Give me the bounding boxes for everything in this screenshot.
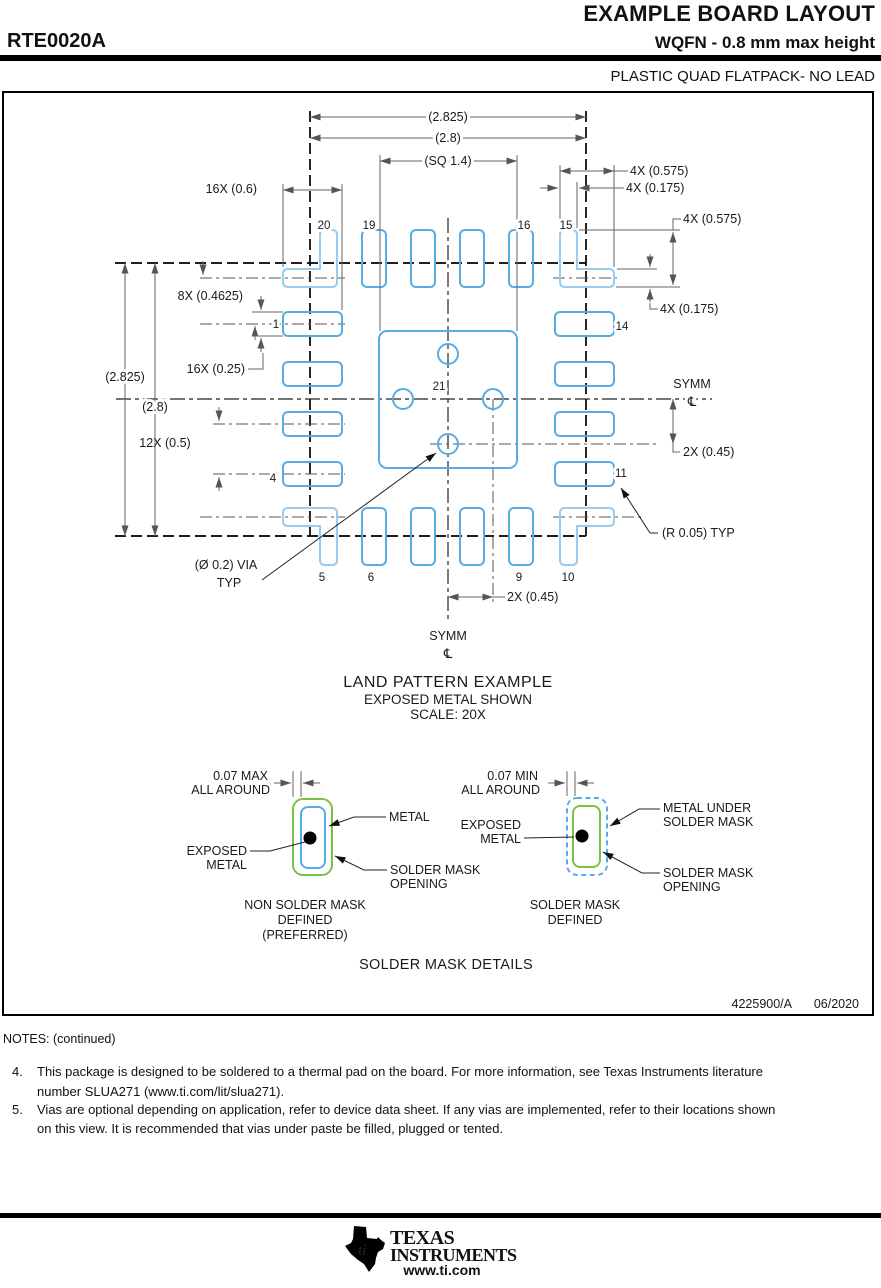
dim-corner-radius: (R 0.05) TYP — [662, 526, 735, 540]
solder-mask-details-title: SOLDER MASK DETAILS — [359, 957, 533, 973]
smd-caption2: DEFINED — [547, 913, 603, 927]
pin-4: 4 — [269, 473, 277, 485]
dim-body-height: (2.8) — [142, 400, 168, 414]
doc-date: 06/2020 — [813, 997, 859, 1011]
note-5-line1: Vias are optional depending on application, refer to device data sheet. If any vias are implemented, refer to their locations shown — [37, 1102, 776, 1117]
dim-overall-width: (2.825) — [428, 110, 468, 124]
nsmd-metal-label: METAL — [389, 810, 430, 824]
symm-label-bottom: SYMM — [429, 629, 467, 643]
dim-corner-width-top: 4X (0.175) — [626, 181, 685, 195]
nsmd-exposed-label2: METAL — [206, 858, 247, 872]
dim-row-offset: 8X (0.4625) — [177, 289, 243, 303]
centerline-symbol-bottom: ℄ — [443, 647, 453, 662]
nsmd-exposed-metal-dot — [304, 832, 317, 845]
nsmd-caption3: (PREFERRED) — [262, 928, 348, 942]
dim-thermal-square: (SQ 1.4) — [424, 154, 472, 168]
footer-brand-instruments: INSTRUMENTS — [390, 1245, 517, 1265]
nsmd-caption1: NON SOLDER MASK — [244, 898, 366, 912]
package-subtitle: WQFN - 0.8 mm max height — [654, 33, 875, 52]
dim-corner-width-right: 4X (0.175) — [660, 302, 719, 316]
drawing-caption: LAND PATTERN EXAMPLE — [343, 674, 553, 691]
nsmd-clearance-line2: ALL AROUND — [191, 783, 270, 797]
dim-pad-length: 16X (0.6) — [205, 182, 257, 196]
pin-19: 19 — [362, 220, 376, 232]
dim-corner-length-top: 4X (0.575) — [630, 164, 689, 178]
nsmd-opening-label1: SOLDER MASK — [390, 863, 481, 877]
part-number: RTE0020A — [7, 30, 106, 52]
dim-pad-width: 16X (0.25) — [186, 362, 245, 376]
smd-figure — [461, 769, 754, 927]
drawing-subcaption: EXPOSED METAL SHOWN — [363, 692, 533, 707]
note-5-number: 5. — [12, 1102, 23, 1117]
package-type: PLASTIC QUAD FLATPACK- NO LEAD — [610, 68, 875, 85]
symm-label-right: SYMM — [673, 377, 711, 391]
pin-6: 6 — [367, 572, 375, 584]
note-4-line1: This package is designed to be soldered to a thermal pad on the board. For more information, see Texas Instruments literature — [37, 1064, 763, 1079]
smd-clearance-line2: ALL AROUND — [461, 783, 540, 797]
smd-caption1: SOLDER MASK — [529, 898, 621, 912]
nsmd-exposed-label1: EXPOSED — [186, 844, 247, 858]
notes-heading: NOTES: (continued) — [3, 1032, 116, 1046]
pin-16: 16 — [517, 220, 531, 232]
smd-metal-label2: SOLDER MASK — [663, 815, 754, 829]
page-title: EXAMPLE BOARD LAYOUT — [583, 1, 875, 26]
note-4-number: 4. — [12, 1064, 23, 1079]
via-callout-line1: (Ø 0.2) VIA — [194, 558, 258, 572]
smd-exposed-label2: METAL — [480, 832, 521, 846]
footer-brand-texas: TEXAS — [390, 1227, 455, 1249]
doc-number: 4225900/A — [731, 997, 792, 1011]
pin-numbers — [270, 220, 629, 584]
pin-21: 21 — [432, 381, 446, 393]
smd-exposed-label1: EXPOSED — [460, 818, 521, 832]
note-5-line2: on this view. It is recommended that vias under paste be filled, plugged or tented. — [37, 1121, 504, 1136]
dim-corner-length-right: 4X (0.575) — [683, 212, 742, 226]
nsmd-opening-label2: OPENING — [390, 877, 448, 891]
package-outline — [115, 111, 586, 536]
pin-15: 15 — [559, 220, 573, 232]
smd-metal-label1: METAL UNDER — [663, 801, 752, 815]
smd-opening-label1: SOLDER MASK — [663, 866, 754, 880]
header-rule — [0, 55, 881, 61]
pin-9: 9 — [515, 572, 523, 584]
nsmd-caption2: DEFINED — [277, 913, 333, 927]
dim-body-width: (2.8) — [435, 131, 461, 145]
smd-exposed-metal-dot — [576, 830, 589, 843]
dim-pitch: 12X (0.5) — [139, 436, 191, 450]
via-callout-line2: TYP — [216, 576, 242, 590]
dim-via-offset-bottom: 2X (0.45) — [507, 590, 559, 604]
note-4-line2: number SLUA271 (www.ti.com/lit/slua271). — [37, 1084, 285, 1099]
footer-rule — [0, 1213, 881, 1218]
pin-1: 1 — [272, 319, 280, 331]
ti-logo-icon — [344, 1225, 386, 1273]
nsmd-figure — [187, 769, 481, 942]
footer-url[interactable]: www.ti.com — [403, 1262, 481, 1278]
pin-20: 20 — [317, 220, 331, 232]
ti-logo-bug-text: ti — [358, 1243, 367, 1259]
board-layout-drawing — [2, 91, 874, 1016]
smd-opening-label2: OPENING — [663, 880, 721, 894]
pin-14: 14 — [615, 321, 629, 333]
pin-5: 5 — [318, 572, 326, 584]
pin-11: 11 — [615, 468, 627, 480]
dim-via-offset-right: 2X (0.45) — [683, 445, 735, 459]
centerline-symbol-right: ℄ — [687, 395, 697, 410]
smd-clearance-line1: 0.07 MIN — [487, 769, 538, 783]
nsmd-clearance-line1: 0.07 MAX — [213, 769, 268, 783]
dim-overall-height: (2.825) — [105, 370, 145, 384]
drawing-scale: SCALE: 20X — [410, 707, 486, 722]
pin-10: 10 — [561, 572, 575, 584]
